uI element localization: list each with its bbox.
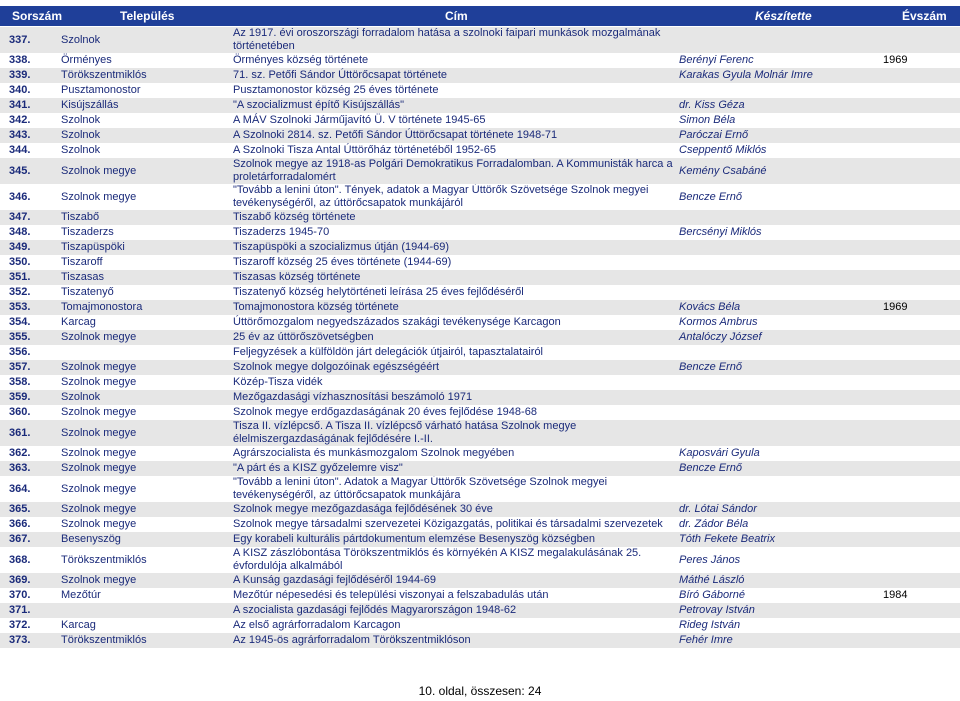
cell-title: Agrárszocialista és munkásmozgalom Szolnok megyében bbox=[230, 446, 676, 461]
cell-number: 359. bbox=[0, 390, 58, 405]
table-row bbox=[0, 405, 960, 420]
cell-title: "A szocializmust építő Kisújszállás" bbox=[230, 98, 676, 113]
cell-year bbox=[880, 502, 960, 517]
cell-title: 25 év az úttörőszövetségben bbox=[230, 330, 676, 345]
cell-number: 341. bbox=[0, 98, 58, 113]
cell-place: Szolnok megye bbox=[58, 446, 230, 461]
cell-place: Szolnok megye bbox=[58, 158, 230, 184]
cell-place: Szolnok megye bbox=[58, 502, 230, 517]
cell-number: 366. bbox=[0, 517, 58, 532]
cell-year bbox=[880, 461, 960, 476]
records-table bbox=[0, 27, 960, 648]
cell-author: dr. Zádor Béla bbox=[676, 517, 880, 532]
cell-year bbox=[880, 330, 960, 345]
cell-title: A Kunság gazdasági fejlődéséről 1944-69 bbox=[230, 573, 676, 588]
cell-title: Feljegyzések a külföldön járt delegációk útjairól, tapasztalatairól bbox=[230, 345, 676, 360]
table-row bbox=[0, 532, 960, 547]
cell-place: Kisújszállás bbox=[58, 98, 230, 113]
cell-place: Tiszasas bbox=[58, 270, 230, 285]
cell-number: 370. bbox=[0, 588, 58, 603]
cell-place: Tomajmonostora bbox=[58, 300, 230, 315]
cell-author: Bíró Gáborné bbox=[676, 588, 880, 603]
cell-number: 350. bbox=[0, 255, 58, 270]
cell-author bbox=[676, 255, 880, 270]
cell-title: Tisza II. vízlépcső. A Tisza II. vízlépcső várható hatása Szolnok megye élelmiszergazdaságának fejlődésére I.-II. bbox=[230, 420, 676, 446]
table-row bbox=[0, 98, 960, 113]
cell-number: 348. bbox=[0, 225, 58, 240]
cell-year bbox=[880, 420, 960, 446]
cell-place: Szolnok bbox=[58, 113, 230, 128]
table-row bbox=[0, 255, 960, 270]
cell-author: Cseppentő Miklós bbox=[676, 143, 880, 158]
cell-year bbox=[880, 27, 960, 53]
cell-author: Simon Béla bbox=[676, 113, 880, 128]
cell-year bbox=[880, 158, 960, 184]
cell-place: Szolnok megye bbox=[58, 375, 230, 390]
table-row bbox=[0, 113, 960, 128]
cell-place bbox=[58, 603, 230, 618]
header-title[interactable]: Cím bbox=[445, 9, 468, 23]
cell-number: 342. bbox=[0, 113, 58, 128]
cell-year bbox=[880, 375, 960, 390]
cell-title: Egy korabeli kulturális pártdokumentum elemzése Besenyszög községben bbox=[230, 532, 676, 547]
cell-title: A KISZ zászlóbontása Törökszentmiklós és környékén A KISZ megalakulásának 25. évfordulója alkalmából bbox=[230, 547, 676, 573]
table-row bbox=[0, 588, 960, 603]
cell-number: 351. bbox=[0, 270, 58, 285]
cell-number: 358. bbox=[0, 375, 58, 390]
cell-title: Szolnok megye erdőgazdaságának 20 éves fejlődése 1948-68 bbox=[230, 405, 676, 420]
cell-author: Kovács Béla bbox=[676, 300, 880, 315]
cell-title: Szolnok megye társadalmi szervezetei Közigazgatás, politikai és társadalmi szervezetek bbox=[230, 517, 676, 532]
table-row bbox=[0, 53, 960, 68]
cell-author: Bercsényi Miklós bbox=[676, 225, 880, 240]
cell-place: Szolnok bbox=[58, 390, 230, 405]
table-row bbox=[0, 375, 960, 390]
table-row bbox=[0, 360, 960, 375]
cell-place: Mezőtúr bbox=[58, 588, 230, 603]
cell-number: 368. bbox=[0, 547, 58, 573]
cell-number: 371. bbox=[0, 603, 58, 618]
cell-place: Szolnok megye bbox=[58, 420, 230, 446]
cell-place: Szolnok megye bbox=[58, 476, 230, 502]
cell-place: Pusztamonostor bbox=[58, 83, 230, 98]
cell-place: Szolnok bbox=[58, 143, 230, 158]
cell-title: A MÁV Szolnoki Járműjavító Ü. V története 1945-65 bbox=[230, 113, 676, 128]
cell-place bbox=[58, 345, 230, 360]
cell-title: Közép-Tisza vidék bbox=[230, 375, 676, 390]
cell-place: Törökszentmiklós bbox=[58, 547, 230, 573]
table-row bbox=[0, 128, 960, 143]
cell-title: Szolnok megye mezőgazdasága fejlődésének 30 éve bbox=[230, 502, 676, 517]
cell-title: Szolnok megye az 1918-as Polgári Demokratikus Forradalomban. A Kommunisták harca a proletárforradalomért bbox=[230, 158, 676, 184]
cell-year: 1969 bbox=[880, 53, 960, 68]
table-row bbox=[0, 476, 960, 502]
cell-title: Az 1945-ös agrárforradalom Törökszentmiklóson bbox=[230, 633, 676, 648]
cell-author: Paróczai Ernő bbox=[676, 128, 880, 143]
cell-number: 365. bbox=[0, 502, 58, 517]
cell-number: 340. bbox=[0, 83, 58, 98]
cell-place: Törökszentmiklós bbox=[58, 633, 230, 648]
table-row bbox=[0, 603, 960, 618]
cell-number: 363. bbox=[0, 461, 58, 476]
cell-author: Petrovay István bbox=[676, 603, 880, 618]
cell-title: A szocialista gazdasági fejlődés Magyarországon 1948-62 bbox=[230, 603, 676, 618]
cell-author: Berényi Ferenc bbox=[676, 53, 880, 68]
cell-author: Karakas Gyula Molnár Imre bbox=[676, 68, 880, 83]
cell-author: Bencze Ernő bbox=[676, 461, 880, 476]
cell-year bbox=[880, 345, 960, 360]
cell-number: 337. bbox=[0, 27, 58, 53]
cell-number: 344. bbox=[0, 143, 58, 158]
cell-number: 361. bbox=[0, 420, 58, 446]
page-footer: 10. oldal, összesen: 24 bbox=[418, 684, 542, 698]
cell-place: Szolnok megye bbox=[58, 573, 230, 588]
cell-year bbox=[880, 633, 960, 648]
cell-place: Törökszentmiklós bbox=[58, 68, 230, 83]
cell-year bbox=[880, 285, 960, 300]
table-row bbox=[0, 517, 960, 532]
cell-year bbox=[880, 128, 960, 143]
cell-title: Tiszapüspöki a szocializmus útján (1944-69) bbox=[230, 240, 676, 255]
cell-author bbox=[676, 476, 880, 502]
cell-place: Szolnok bbox=[58, 128, 230, 143]
cell-number: 364. bbox=[0, 476, 58, 502]
cell-author: Bencze Ernő bbox=[676, 360, 880, 375]
cell-number: 339. bbox=[0, 68, 58, 83]
cell-year bbox=[880, 210, 960, 225]
cell-author bbox=[676, 83, 880, 98]
cell-number: 356. bbox=[0, 345, 58, 360]
cell-year bbox=[880, 113, 960, 128]
header-number[interactable]: Sorszám bbox=[12, 9, 63, 23]
cell-year bbox=[880, 573, 960, 588]
cell-year: 1969 bbox=[880, 300, 960, 315]
cell-number: 372. bbox=[0, 618, 58, 633]
cell-place: Szolnok megye bbox=[58, 184, 230, 210]
cell-place: Tiszatenyő bbox=[58, 285, 230, 300]
table-row bbox=[0, 83, 960, 98]
table-row bbox=[0, 158, 960, 184]
cell-year bbox=[880, 405, 960, 420]
cell-year bbox=[880, 83, 960, 98]
cell-place: Tiszaroff bbox=[58, 255, 230, 270]
cell-author bbox=[676, 375, 880, 390]
cell-year bbox=[880, 184, 960, 210]
cell-author: Bencze Ernő bbox=[676, 184, 880, 210]
cell-year bbox=[880, 315, 960, 330]
cell-author bbox=[676, 285, 880, 300]
cell-place: Tiszapüspöki bbox=[58, 240, 230, 255]
cell-year bbox=[880, 270, 960, 285]
cell-year: 1984 bbox=[880, 588, 960, 603]
cell-title: Az első agrárforradalom Karcagon bbox=[230, 618, 676, 633]
cell-author: Tóth Fekete Beatrix bbox=[676, 532, 880, 547]
table-row bbox=[0, 27, 960, 53]
header-year[interactable]: Évszám bbox=[902, 9, 947, 23]
header-place[interactable]: Település bbox=[120, 9, 175, 23]
header-author[interactable]: Készítette bbox=[755, 9, 812, 23]
cell-year bbox=[880, 360, 960, 375]
cell-number: 355. bbox=[0, 330, 58, 345]
table-row bbox=[0, 184, 960, 210]
cell-number: 360. bbox=[0, 405, 58, 420]
cell-year bbox=[880, 547, 960, 573]
cell-author: Kormos Ambrus bbox=[676, 315, 880, 330]
cell-author bbox=[676, 210, 880, 225]
cell-title: Tiszatenyő község helytörténeti leírása 25 éves fejlődéséről bbox=[230, 285, 676, 300]
cell-title: Tiszaderzs 1945-70 bbox=[230, 225, 676, 240]
cell-title: Mezőtúr népesedési és települési viszonyai a felszabadulás után bbox=[230, 588, 676, 603]
table-row bbox=[0, 446, 960, 461]
cell-number: 352. bbox=[0, 285, 58, 300]
table-row bbox=[0, 547, 960, 573]
table-row bbox=[0, 270, 960, 285]
cell-author bbox=[676, 240, 880, 255]
cell-title: 71. sz. Petőfi Sándor Úttörőcsapat története bbox=[230, 68, 676, 83]
table-row bbox=[0, 345, 960, 360]
cell-title: Örményes község története bbox=[230, 53, 676, 68]
cell-place: Szolnok megye bbox=[58, 517, 230, 532]
table-row bbox=[0, 300, 960, 315]
cell-author bbox=[676, 27, 880, 53]
cell-author: Peres János bbox=[676, 547, 880, 573]
cell-author bbox=[676, 270, 880, 285]
cell-number: 349. bbox=[0, 240, 58, 255]
cell-number: 357. bbox=[0, 360, 58, 375]
cell-title: Pusztamonostor község 25 éves története bbox=[230, 83, 676, 98]
cell-title: Tiszabő község története bbox=[230, 210, 676, 225]
cell-number: 362. bbox=[0, 446, 58, 461]
cell-author: Kemény Csabáné bbox=[676, 158, 880, 184]
cell-place: Szolnok megye bbox=[58, 360, 230, 375]
table-row bbox=[0, 390, 960, 405]
cell-title: A Szolnoki Tisza Antal Úttörőház történetéből 1952-65 bbox=[230, 143, 676, 158]
cell-year bbox=[880, 476, 960, 502]
cell-place: Besenyszög bbox=[58, 532, 230, 547]
cell-author bbox=[676, 420, 880, 446]
cell-place: Tiszaderzs bbox=[58, 225, 230, 240]
cell-number: 347. bbox=[0, 210, 58, 225]
cell-year bbox=[880, 517, 960, 532]
cell-year bbox=[880, 618, 960, 633]
cell-number: 343. bbox=[0, 128, 58, 143]
table-row bbox=[0, 573, 960, 588]
cell-author: Máthé László bbox=[676, 573, 880, 588]
cell-place: Karcag bbox=[58, 618, 230, 633]
table-row bbox=[0, 502, 960, 517]
cell-author bbox=[676, 405, 880, 420]
table-row bbox=[0, 225, 960, 240]
cell-author bbox=[676, 390, 880, 405]
cell-year bbox=[880, 225, 960, 240]
cell-author: Rideg István bbox=[676, 618, 880, 633]
cell-title: Tiszasas község története bbox=[230, 270, 676, 285]
cell-year bbox=[880, 68, 960, 83]
cell-year bbox=[880, 603, 960, 618]
cell-title: Tiszaroff község 25 éves története (1944-69) bbox=[230, 255, 676, 270]
cell-year bbox=[880, 98, 960, 113]
cell-author: dr. Lótai Sándor bbox=[676, 502, 880, 517]
table-row bbox=[0, 315, 960, 330]
table-row bbox=[0, 285, 960, 300]
cell-title: "Tovább a lenini úton". Adatok a Magyar Úttörők Szövetsége Szolnok megyei tevékenységéről, az úttörőcsapatok munkájára bbox=[230, 476, 676, 502]
table-row bbox=[0, 68, 960, 83]
table-row bbox=[0, 633, 960, 648]
cell-number: 353. bbox=[0, 300, 58, 315]
cell-author: Antalóczy József bbox=[676, 330, 880, 345]
table-row bbox=[0, 330, 960, 345]
cell-place: Szolnok megye bbox=[58, 405, 230, 420]
cell-title: Mezőgazdasági vízhasznosítási beszámoló 1971 bbox=[230, 390, 676, 405]
cell-title: "A párt és a KISZ győzelemre visz" bbox=[230, 461, 676, 476]
cell-number: 369. bbox=[0, 573, 58, 588]
cell-year bbox=[880, 532, 960, 547]
table-row bbox=[0, 618, 960, 633]
cell-title: Szolnok megye dolgozóinak egészségéért bbox=[230, 360, 676, 375]
cell-number: 346. bbox=[0, 184, 58, 210]
cell-author bbox=[676, 345, 880, 360]
cell-author: Kaposvári Gyula bbox=[676, 446, 880, 461]
cell-place: Szolnok bbox=[58, 27, 230, 53]
table-header bbox=[0, 6, 960, 26]
cell-number: 338. bbox=[0, 53, 58, 68]
table-row bbox=[0, 420, 960, 446]
cell-number: 345. bbox=[0, 158, 58, 184]
cell-place: Örményes bbox=[58, 53, 230, 68]
cell-title: A Szolnoki 2814. sz. Petőfi Sándor Úttörőcsapat története 1948-71 bbox=[230, 128, 676, 143]
cell-place: Tiszabő bbox=[58, 210, 230, 225]
cell-title: Az 1917. évi oroszországi forradalom hatása a szolnoki faipari munkások mozgalmának történetében bbox=[230, 27, 676, 53]
cell-number: 373. bbox=[0, 633, 58, 648]
cell-year bbox=[880, 390, 960, 405]
cell-author: dr. Kiss Géza bbox=[676, 98, 880, 113]
cell-author: Fehér Imre bbox=[676, 633, 880, 648]
cell-year bbox=[880, 446, 960, 461]
table-row bbox=[0, 210, 960, 225]
cell-number: 354. bbox=[0, 315, 58, 330]
table-row bbox=[0, 240, 960, 255]
cell-place: Szolnok megye bbox=[58, 461, 230, 476]
cell-title: Úttörőmozgalom negyedszázados szakági tevékenysége Karcagon bbox=[230, 315, 676, 330]
cell-title: Tomajmonostora község története bbox=[230, 300, 676, 315]
cell-year bbox=[880, 143, 960, 158]
cell-place: Karcag bbox=[58, 315, 230, 330]
table-row bbox=[0, 143, 960, 158]
cell-place: Szolnok megye bbox=[58, 330, 230, 345]
cell-year bbox=[880, 255, 960, 270]
table-row bbox=[0, 461, 960, 476]
cell-number: 367. bbox=[0, 532, 58, 547]
cell-year bbox=[880, 240, 960, 255]
cell-title: "Tovább a lenini úton". Tények, adatok a Magyar Úttörők Szövetsége Szolnok megyei tevékenységéről, az úttörőcsapatok munkájáról bbox=[230, 184, 676, 210]
